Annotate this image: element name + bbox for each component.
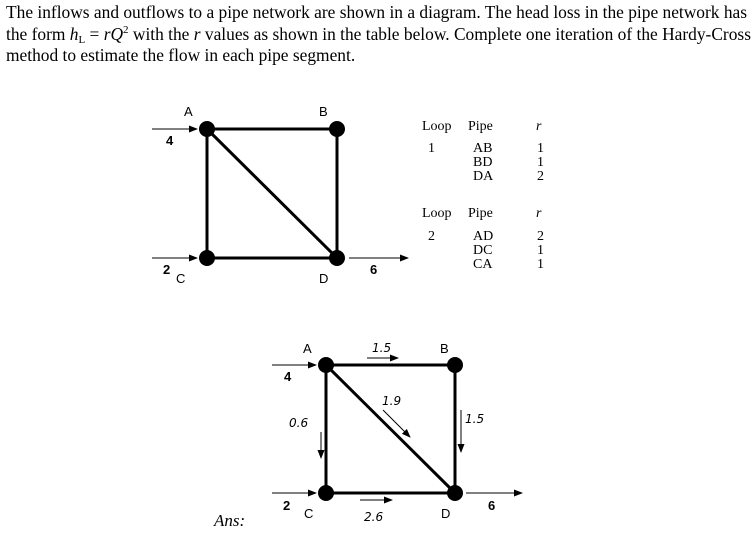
loop-2-pipe-header: Pipe xyxy=(468,206,493,221)
loop-2-header: Loop xyxy=(422,206,452,221)
loop-1-pipe-bd: BD xyxy=(473,155,493,170)
loop-2-pipe-ad: AD xyxy=(473,229,494,244)
flow-ab-value: 1.5 xyxy=(372,341,392,355)
problem-text-3: values as shown in the table below. Complete one iteration of the Hardy-Cross method to estimate the flow in each pipe segment. xyxy=(6,23,751,65)
label-node-d: D xyxy=(319,271,329,286)
network-diagram xyxy=(152,104,408,286)
answer-pipe-ad xyxy=(326,365,455,493)
loop-1-pipe-header: Pipe xyxy=(468,119,493,134)
pipe-ad xyxy=(207,129,337,258)
answer-outflow-d-value: 6 xyxy=(488,498,496,513)
flow-cd-value: 2.6 xyxy=(364,510,384,524)
answer-node-b xyxy=(447,357,463,373)
inflow-c-value: 2 xyxy=(163,262,171,277)
label-node-a: A xyxy=(184,104,193,119)
label-node-b: B xyxy=(319,104,328,119)
loop-1-r-header: r xyxy=(536,119,542,134)
answer-diagram xyxy=(272,341,522,524)
answer-label: Ans: xyxy=(214,511,246,530)
inflow-a-value: 4 xyxy=(166,133,174,148)
flow-bd-value: 1.5 xyxy=(465,412,485,426)
var-q: Q xyxy=(110,23,124,44)
answer-inflow-c-value: 2 xyxy=(283,498,291,513)
loop-2-r-ad: 2 xyxy=(537,229,544,244)
equals-sign: = xyxy=(85,23,104,44)
answer-node-c xyxy=(318,485,334,501)
loop-1-table xyxy=(422,119,544,184)
var-r: r xyxy=(103,23,111,44)
loop-2-pipe-ca: CA xyxy=(473,257,493,272)
var-q-exponent: 2 xyxy=(123,23,129,36)
problem-text-1: The inflows and outflows to a pipe network are shown in a diagram. The head loss in the pipe network has the form xyxy=(6,2,748,44)
answer-label-node-a: A xyxy=(303,341,312,356)
flow-ac-value: 0.6 xyxy=(289,416,309,430)
loop-1-r-ab: 1 xyxy=(537,141,544,156)
answer-node-a xyxy=(318,357,334,373)
answer-label-node-d: D xyxy=(441,506,451,521)
var-h: h xyxy=(69,23,79,44)
loop-1-r-da: 2 xyxy=(537,169,544,184)
loop-1-number: 1 xyxy=(428,141,435,156)
loop-1-pipe-da: DA xyxy=(473,169,494,184)
flow-ad-value: 1.9 xyxy=(382,394,402,408)
node-b xyxy=(329,121,345,137)
loop-1-header: Loop xyxy=(422,119,452,134)
node-a xyxy=(199,121,215,137)
loop-2-pipe-dc: DC xyxy=(473,243,493,258)
node-c xyxy=(199,250,215,266)
loop-2-number: 2 xyxy=(428,229,435,244)
loop-1-r-bd: 1 xyxy=(537,155,544,170)
answer-label-node-b: B xyxy=(440,341,449,356)
loop-1-pipe-ab: AB xyxy=(473,141,493,156)
loop-2-r-header: r xyxy=(536,206,542,221)
loop-2-r-dc: 1 xyxy=(537,243,544,258)
loop-2-table xyxy=(422,206,544,272)
answer-node-d xyxy=(447,485,463,501)
answer-label-node-c: C xyxy=(304,506,314,521)
var-r-2: r xyxy=(193,23,201,44)
node-d xyxy=(329,250,345,266)
label-node-c: C xyxy=(176,271,186,286)
outflow-d-value: 6 xyxy=(370,262,378,277)
var-h-subscript: L xyxy=(78,33,86,46)
answer-inflow-a-value: 4 xyxy=(284,369,292,384)
loop-2-r-ca: 1 xyxy=(537,257,544,272)
problem-text-2: with the xyxy=(128,23,194,44)
